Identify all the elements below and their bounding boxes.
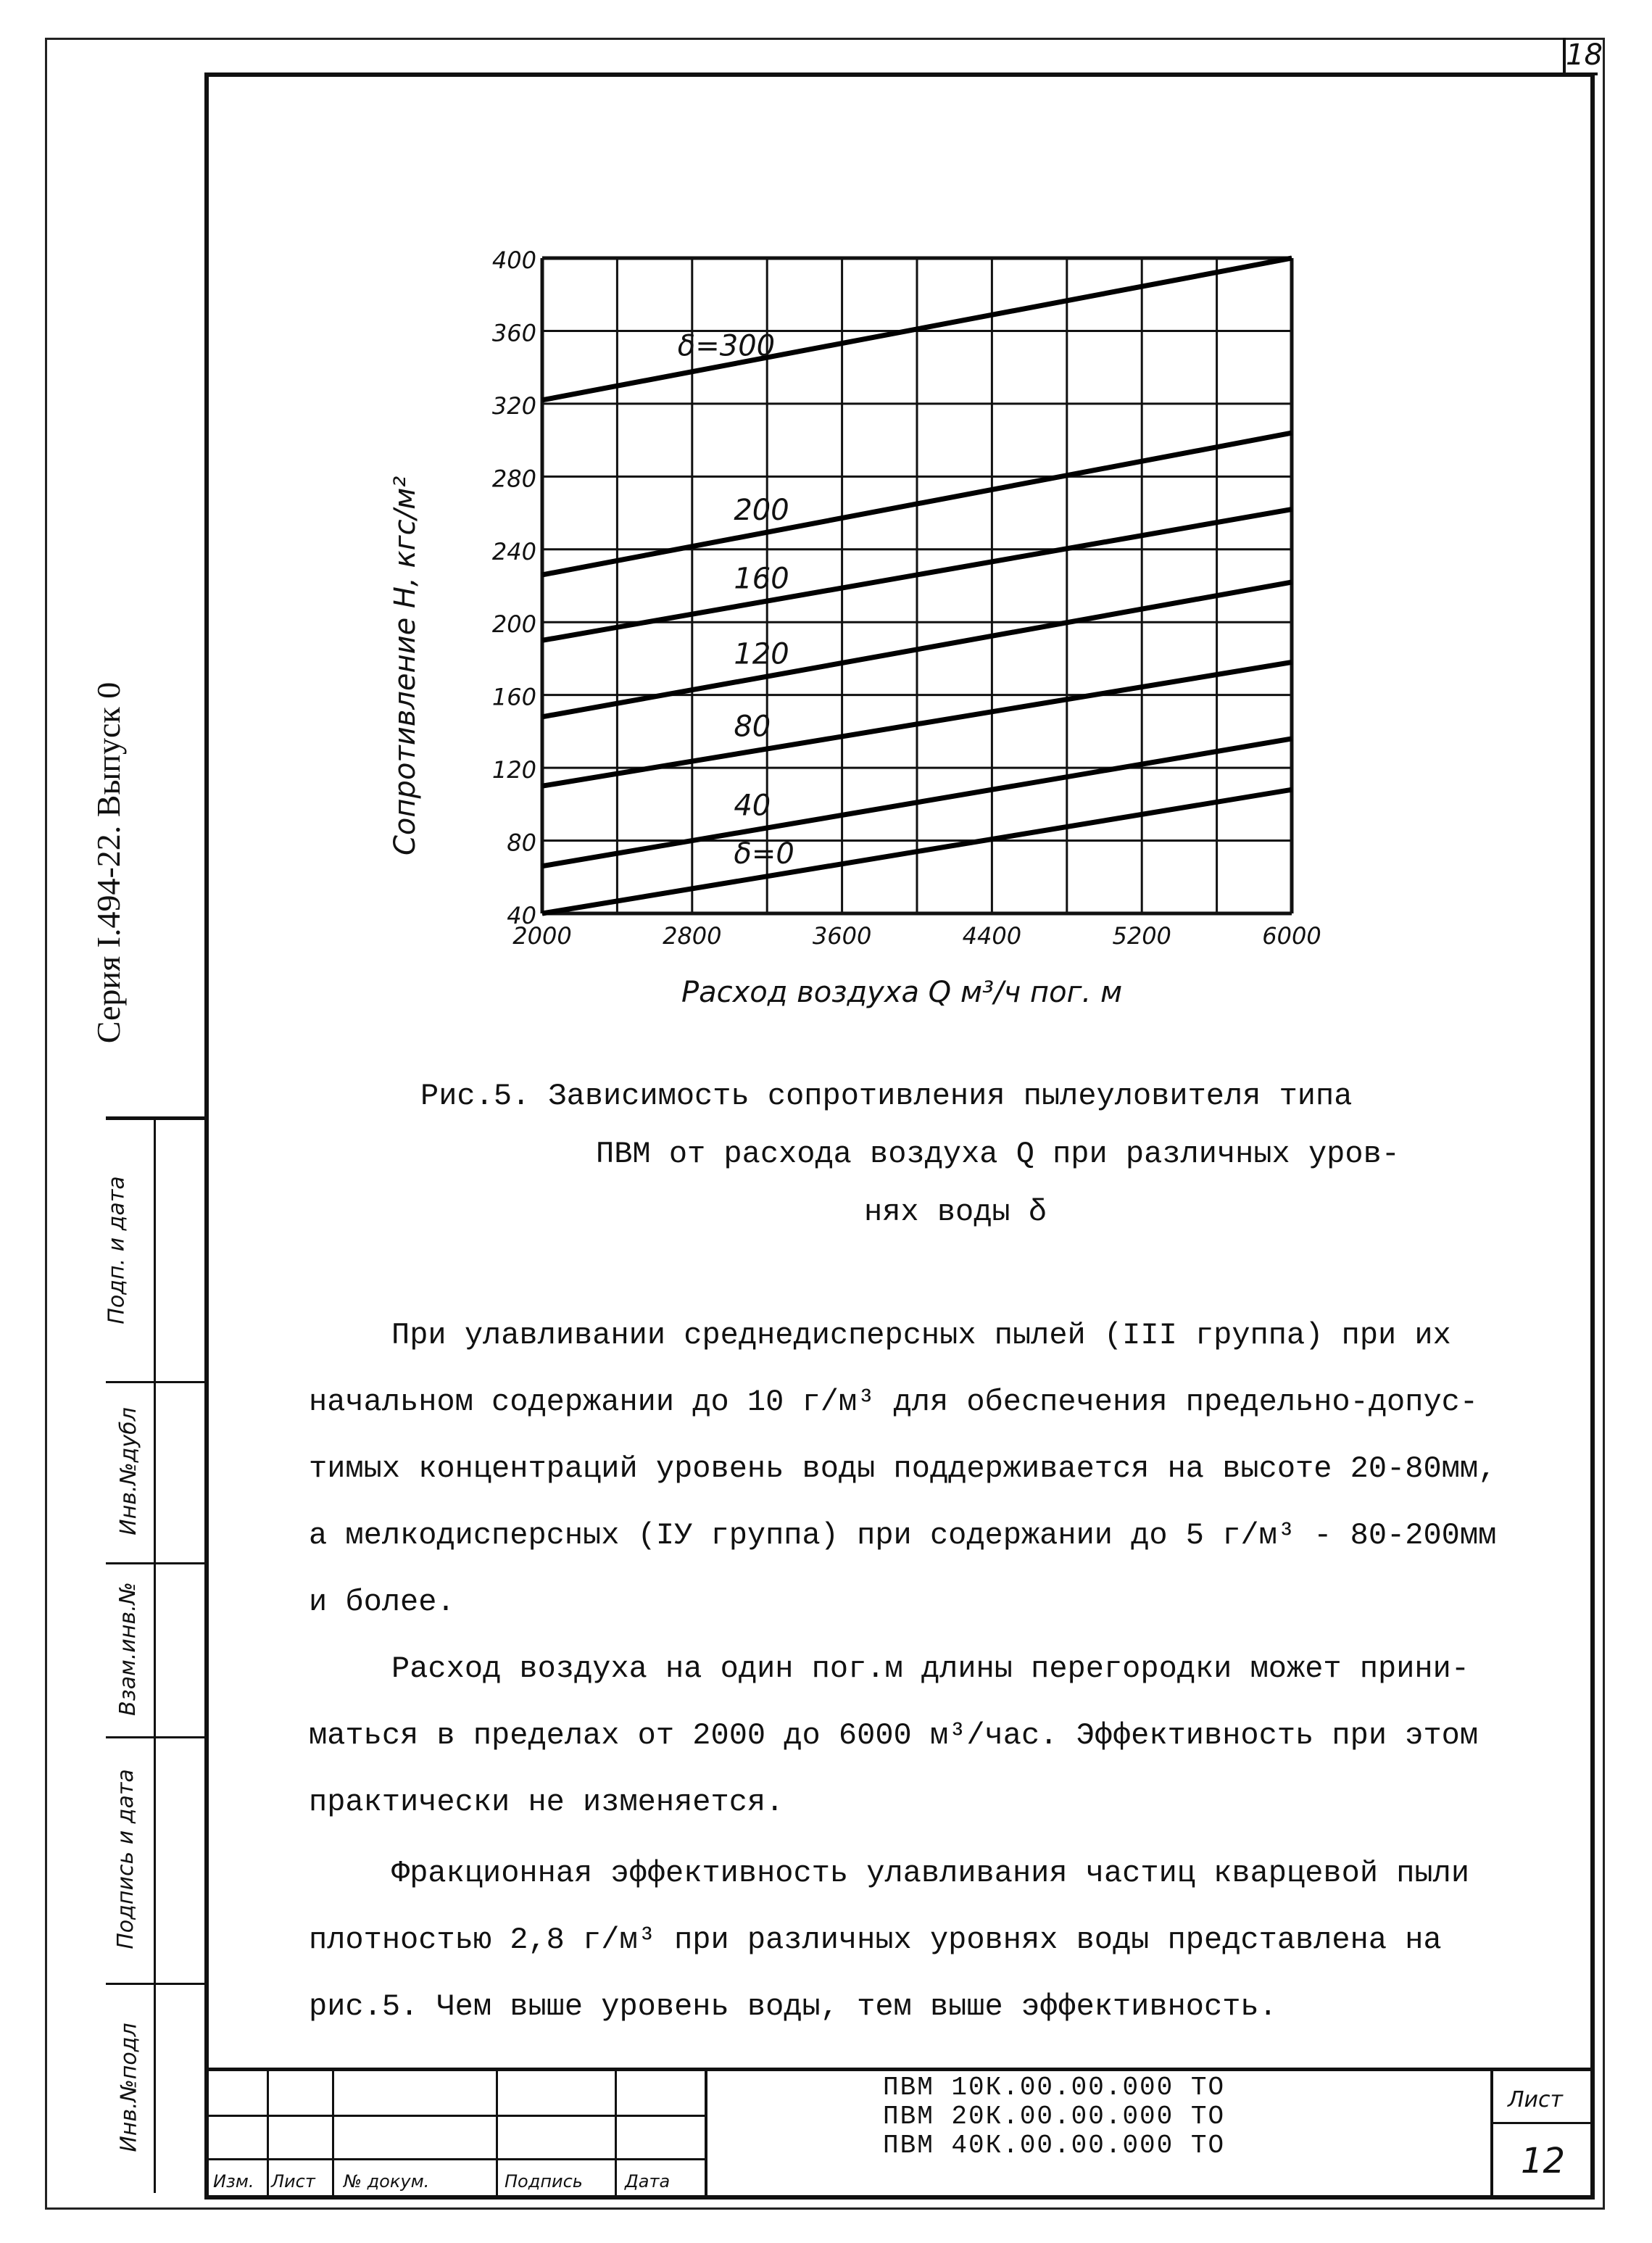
doc-code-3: ПВМ 40К.00.00.000 ТО [883,2131,1226,2160]
title-block-rule [1490,2122,1592,2124]
series-label-2: 160 [734,562,789,596]
chart-grid [542,258,1292,913]
title-block-rule [332,2071,334,2199]
caption-line-2: ПВМ от расхода воздуха Q при различных уров- [596,1137,1400,1172]
col-izm: Изм. [213,2171,254,2192]
body-p1-line-1: При улавливании среднедисперсных пылей (III группа) при их [391,1318,1451,1353]
series-label: Серия I.494-22. Выпуск 0 [90,681,127,1044]
sheet-label: Лист [1508,2087,1564,2113]
x-tick-label: 6000 [1262,922,1321,950]
body-p3-line-3: рис.5. Чем выше уровень воды, тем выше эффективность. [309,1989,1277,2024]
col-doc: № докум. [344,2171,430,2192]
y-tick-label: 400 [491,246,536,274]
y-tick-label: 200 [491,610,536,639]
side-label-replace-inv: Взам.инв.№ [115,1582,141,1716]
title-block-rule [267,2071,269,2199]
series-label-1: 200 [734,494,789,528]
title-block-rule [1490,2071,1493,2199]
x-axis-label: Расход воздуха Q м³/ч пог. м [681,976,1123,1009]
doc-code-2: ПВМ 20К.00.00.000 ТО [883,2102,1226,2131]
body-p2-line-2: маться в пределах от 2000 до 6000 м³/час. Эффективность при этом [309,1718,1479,1753]
col-sign: Подпись [505,2171,583,2192]
y-tick-label: 320 [491,391,536,420]
title-block-rule [705,2071,707,2199]
body-p3-line-2: плотностью 2,8 г/м³ при различных уровнях воды представлена на [309,1923,1442,1957]
side-label-inv-dupl: Инв.№дубл [115,1407,141,1535]
x-tick-label: 4400 [962,922,1022,950]
body-p1-line-2: начальном содержании до 10 г/м³ для обеспечения предельно-допус- [309,1385,1479,1419]
col-date: Дата [625,2171,671,2192]
side-label-inv-orig: Инв.№подл [116,2023,142,2152]
x-tick-labels [512,922,1321,950]
x-tick-label: 3600 [812,922,872,950]
y-tick-labels [492,246,536,929]
body-p1-line-5: и более. [309,1585,455,1620]
side-label-sign-date-1: Подпись и дата [112,1769,138,1949]
body-p2-line-1: Расход воздуха на один пог.м длины перегородки может прини- [391,1651,1470,1686]
y-tick-label: 80 [507,829,536,857]
x-tick-label: 2800 [663,922,722,950]
x-tick-label: 5200 [1112,922,1171,950]
series-label-4: 80 [734,710,771,744]
body-p3-line-1: Фракционная эффективность улавливания частиц кварцевой пыли [391,1856,1470,1891]
side-stamp [106,1116,207,2193]
title-block-rule [209,2158,705,2160]
y-tick-label: 280 [491,465,536,493]
resistance-chart [0,0,1652,1015]
series-label-5: 40 [734,789,771,823]
y-tick-label: 40 [507,902,536,929]
caption-line-1: Рис.5. Зависимость сопротивления пылеуловителя типа [420,1079,1353,1114]
series-label-0: δ=300 [677,329,776,363]
title-block [209,2068,1590,2199]
sheet-value: 12 [1521,2141,1566,2181]
y-tick-label: 120 [491,756,536,784]
body-p1-line-4: а мелкодисперсных (IУ группа) при содержании до 5 г/м³ - 80-200мм [309,1518,1497,1553]
title-block-rule [496,2071,498,2199]
x-tick-label: 2000 [512,922,572,950]
y-tick-label: 160 [491,683,536,711]
caption-line-3: нях воды δ [864,1195,1047,1230]
title-block-rule [209,2115,705,2117]
body-p1-line-3: тимых концентраций уровень воды поддерживается на высоте 20-80мм, [309,1451,1497,1486]
title-block-rule [615,2071,617,2199]
y-tick-label: 360 [491,319,536,347]
body-p2-line-3: практически не изменяется. [309,1785,784,1820]
y-tick-label: 240 [491,537,536,565]
series-label-6: δ=0 [734,837,794,871]
y-axis-label: Сопротивление H, кгс/м² [389,476,422,855]
sheet-number: 18 [1563,38,1598,75]
side-label-sign-date-2: Подп. и дата [104,1176,130,1324]
series-label-3: 120 [734,637,789,671]
col-list: Лист [271,2171,315,2192]
doc-code-1: ПВМ 10К.00.00.000 ТО [883,2073,1226,2102]
